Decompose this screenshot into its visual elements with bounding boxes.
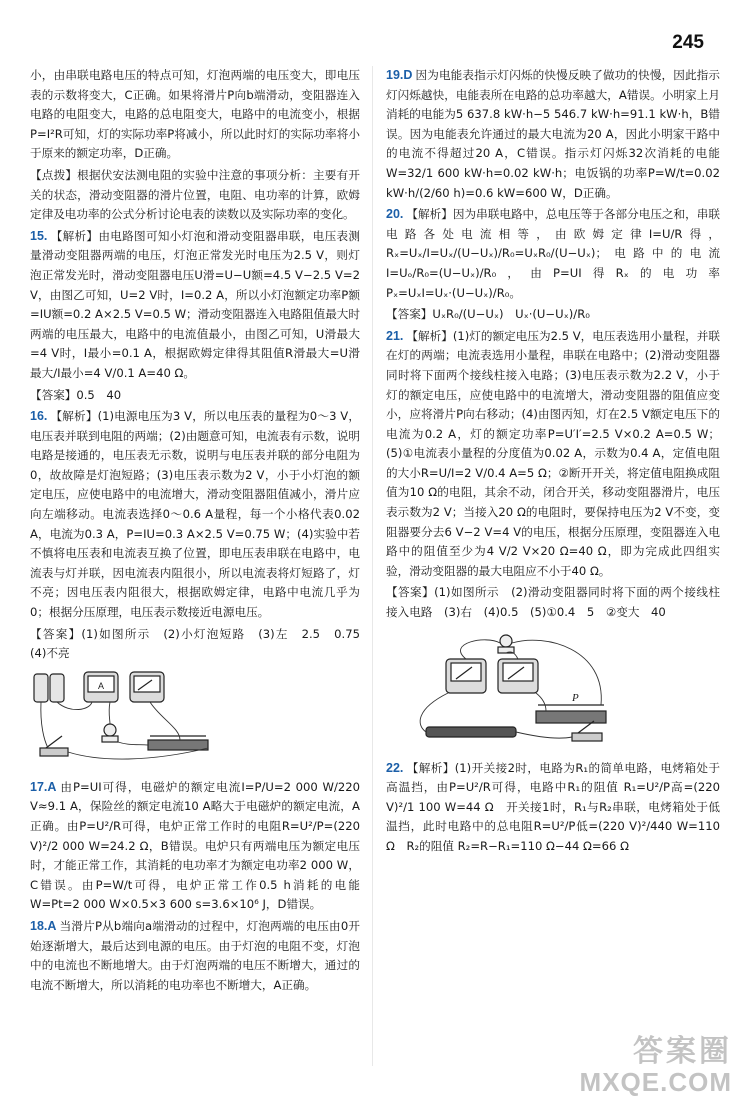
voltmeter-icon bbox=[498, 659, 538, 693]
switch-icon bbox=[572, 721, 602, 741]
q21-number: 21. bbox=[386, 328, 404, 343]
slider-label: P bbox=[572, 691, 579, 704]
q15-analysis: 15. 【解析】由电路图可知小灯泡和滑动变阻器串联，电压表测量滑动变阻器两端的电压，灯泡正常发光时电压为2.5 V，则灯泡正常发光时，滑动变阻器电压U滑=U−U额=4.5 V−2.5 V=2 V，由图乙可知，U=2 V时，I=0.2 A，所以小灯泡额定功率P额=IU额=0.2 A×2.5 V=0.5 W；滑动变阻器连入电路阻值最大时两端的电压最大，电路中的电流值最小，由图乙可知，U滑最大=4 V时，I最小=0.1 A，根据欧姆定律得其阻值R滑最大=U滑最大/I最小=4 V/0.1 A=40 Ω。 bbox=[30, 228, 360, 380]
q22-number: 22. bbox=[386, 760, 404, 775]
q15-number: 15. bbox=[30, 228, 48, 243]
battery-icon bbox=[426, 727, 516, 737]
q21-circuit-figure bbox=[386, 629, 616, 749]
left-column bbox=[30, 66, 372, 997]
q21-analysis: 21. 【解析】(1)灯的额定电压为2.5 V，电压表选用小量程，并联在灯的两端；电流表选用小量程，串联在电路中；(2)滑动变阻器同时将下面两个接线柱接入电路；(3)电压表示数为2.2 V，小于灯的额定电压，应使电路中的电流增大，滑动变阻器的阻值应变小，应将滑片P向右移动；(4)由图丙知，灯在2.5 V额定电压下的电流为0.2 A，灯的额定功率P=U′I′=2.5 V×0.2 A=0.5 W；(5)①电流表小量程的分度值为0.02 A，示数为0.4 A，定值电阻的大小R=U/I=2 V/0.4 A=5 Ω；②断开开关，将定值电阻换成阻值为10 Ω的电阻，其余不动，闭合开关，移动变阻器滑片，电压表示数为2 V；当接入20 Ω的电阻时，要保持电压为2 V不变，变阻器要分去6 V−2 V=4 V的电压，根据分压原理，变阻器连入电路中的阻值至少为4 V/2 V×20 Ω=40 Ω，即为完成此四组实验，滑动变阻器的最大电阻应不小于40 Ω。 bbox=[386, 328, 720, 578]
q17-answer: 17.A 由P=UI可得，电磁炉的额定电流I=P/U=2 000 W/220 V≈9.1 A，保险丝的额定电流10 A略大于电磁炉的额定电流，A正确。由P=U²/R可得，电炉正常工作时的电阻R=U²/P=(220 V)²/2 000 W=24.2 Ω，B错误。电炉只有两端电压为额定电压时，才能正常工作，其消耗的电功率才为额定电功率2 000 W，C错误。由P=W/t可得，电炉正常工作0.5 h消耗的电能W=Pt=2 000 W×0.5×3 600 s=3.6×10⁶ J，D错误。 bbox=[30, 779, 360, 912]
q17-number: 17.A bbox=[30, 779, 57, 794]
q16-answer: 【答案】(1)如图所示 (2)小灯泡短路 (3)左 2.5 0.75 (4)不亮 bbox=[30, 626, 372, 661]
page-number: 245 bbox=[672, 32, 704, 53]
ammeter-icon bbox=[84, 672, 118, 702]
ammeter-icon bbox=[446, 659, 486, 693]
voltmeter-icon bbox=[130, 672, 164, 702]
q21-answer: 【答案】(1)如图所示 (2)滑动变阻器同时将下面的两个接线柱接入电路 (3)右 (4)0.5 (5)①0.4 5 ②变大 40 bbox=[386, 585, 720, 620]
right-column bbox=[386, 66, 720, 859]
watermark-text: 答案圈 bbox=[633, 1035, 732, 1068]
watermark-logo bbox=[580, 1036, 732, 1096]
q18-number: 18.A bbox=[30, 918, 57, 933]
column-divider bbox=[372, 66, 373, 1066]
q16-analysis: 16. 【解析】(1)电源电压为3 V，所以电压表的量程为0～3 V，电压表并联到电阻的两端；(2)由题意可知，电流表有示数，说明电路是接通的，电压表无示数，说明与电压表并联的部分电阻为0，故故障是灯泡短路；(3)电压表示数为2 V，小于小灯泡的额定电压，应使电路中的电流增大，滑动变阻器阻值减小，滑片应向左端移动。电流表选择0～0.6 A量程，每一个小格代表0.02 A，电流为0.3 A，P=IU=0.3 A×2.5 V=0.75 W；(4)实验中若不慎将电压表和电流表互换了位置，即电压表串联在电路中，电流表与灯并联，因电流表内阻很小，所以电流表将灯短路了，灯不亮；因电压表内阻很大，根据欧姆定律，电路中电流几乎为0；根据分压原理，电压表示数接近电源电压。 bbox=[30, 409, 360, 620]
q20-answer: 【答案】UₓR₀/(U−Uₓ) Uₓ·(U−Uₓ)/R₀ bbox=[386, 307, 590, 322]
lamp-icon bbox=[498, 635, 514, 653]
rheostat-icon bbox=[148, 736, 208, 750]
q20-analysis: 20. 【解析】因为串联电路中，总电压等于各部分电压之和，串联电路各处电流相等，由欧姆定律I=U/R得，Rₓ=Uₓ/I=Uₓ/(U−Uₓ)/R₀=UₓR₀/(U−Uₓ)；电路中的电流I=Uₒ/R₀=(U−Uₓ)/R₀，由P=UI得Rₓ的电功率Pₓ=UₓI=Uₓ·(U−Uₓ)/R₀。 bbox=[386, 207, 720, 300]
q14-continuation: 小，由串联电路电压的特点可知，灯泡两端的电压变大，即电压表的示数将变大，C正确。如果将滑片P向b端滑动，变阻器连入电路的电阻变大，电路的总电阻变大，电路中的电流变小，根据P=I²R可知，灯的实际功率P将减小，所以此时灯的实际功率将小于原来的额定功率，D正确。 bbox=[30, 68, 360, 161]
q19-number: 19.D bbox=[386, 68, 413, 82]
q22-analysis: 22. 【解析】(1)开关接2时，电路为R₁的简单电路，电烤箱处于高温挡，由P=U²/R可得，电路中R₁的阻值 R₁=U²/P高=(220 V)²/1 100 W=44 Ω 开关接1时，R₁与R₂串联，电烤箱处于低温挡，此时电路中的总电阻R=U²/P低=(220 V)²/440 W=110 Ω R₂的阻值 R₂=R−R₁=110 Ω−44 Ω=66 Ω bbox=[386, 760, 720, 853]
battery-icon bbox=[34, 674, 64, 702]
watermark-url: MXQE.COM bbox=[579, 1067, 732, 1097]
q16-number: 16. bbox=[30, 409, 48, 424]
q14-tip: 【点拨】根据伏安法测电阻的实验中注意的事项分析：主要有开关的状态，滑动变阻器的滑片位置，电阻、电功率的计算，欧姆定律及电功率的公式分析讨论电表的读数以及实际功率的变化。 bbox=[30, 167, 360, 222]
q16-circuit-figure bbox=[30, 670, 230, 768]
q15-answer: 【答案】0.5 40 bbox=[30, 387, 122, 402]
q20-number: 20. bbox=[386, 207, 404, 222]
q19-answer: 19.D 因为电能表指示灯闪烁的快慢反映了做功的快慢，因此指示灯闪烁越快，电能表所在电路的总功率越大，A错误。小明家上月消耗的电能为5 637.8 kW·h−5 546.7 kW·h=91.1 kW·h，B错误。因为电能表允许通过的最大电流为20 A，因此小明家干路中的电流不得超过20 A，C错误。指示灯闪烁32次消耗的电能W=32/1 600 kW·h=0.02 kW·h；电饭锅的功率P=W/t=0.02 kW·h/(2/60 h)=0.6 kW=600 W，D正确。 bbox=[386, 68, 720, 200]
q18-answer: 18.A 当滑片P从b端向a端滑动的过程中，灯泡两端的电压由0开始逐渐增大，最后达到电源的电压。由于灯泡的电阻不变，灯泡中的电流也不断地增大。由于灯泡两端的电压不断增大，通过的电流不断增大，所以消耗的电功率也不断增大，A正确。 bbox=[30, 918, 360, 992]
rheostat-icon bbox=[536, 692, 606, 723]
ammeter-label: A bbox=[97, 680, 105, 691]
lamp-icon bbox=[102, 724, 118, 742]
